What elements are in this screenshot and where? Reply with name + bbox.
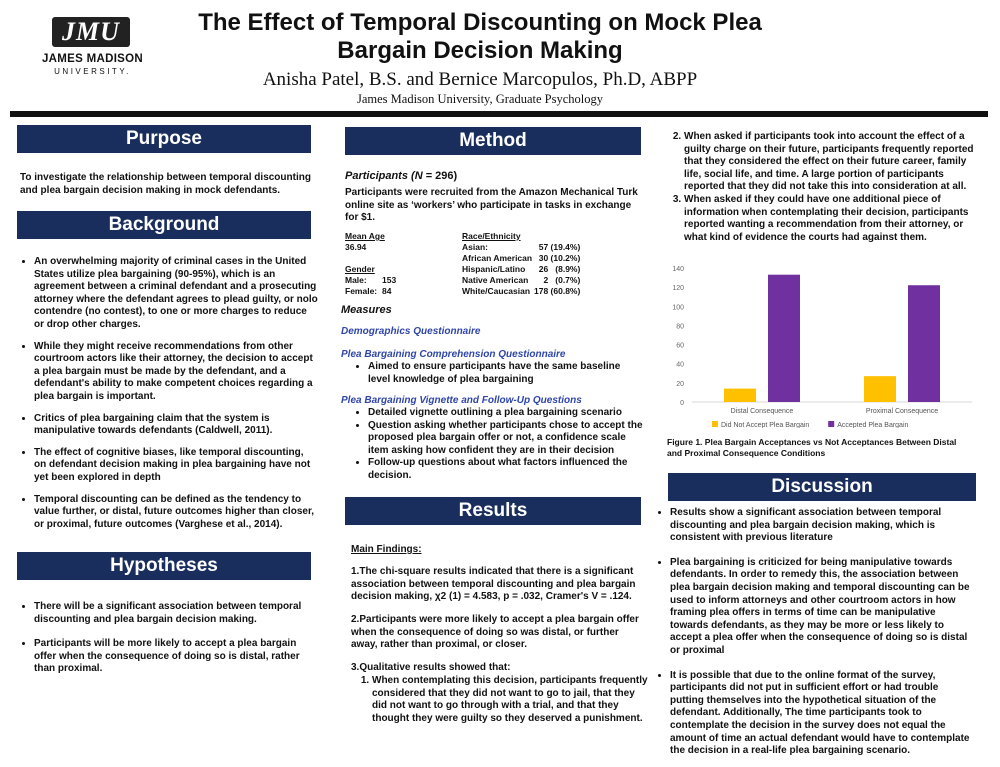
y-tick-label: 100: [672, 304, 684, 312]
qualitative-item: 2. When asked if participants took into account the effect of a guilty charge on their future, participants frequently reported that they considered the effect on their future career, family life, social life, and time. A large portion of participants reported that they did not take this into consideration at all.: [684, 131, 974, 194]
header-divider: [10, 111, 988, 117]
race-row-label: Hispanic/Latino: [462, 264, 526, 274]
x-tick-label: Distal Consequence: [730, 408, 794, 415]
hypothesis-bullet: • There will be a significant association between temporal discounting and plea bargain decision making.: [34, 601, 318, 626]
y-tick-label: 20: [676, 380, 684, 388]
poster-title: [160, 9, 800, 65]
background-heading: Background: [17, 211, 311, 239]
measures-heading: Measures: [341, 304, 392, 316]
title-line-2: Bargain Decision Making: [337, 37, 623, 64]
participants-label: Participants (: [345, 170, 415, 182]
discussion-bullet: • Results show a significant association between temporal discounting and plea bargain decision making, which is consistent with previous literature: [670, 507, 974, 545]
background-bullet: • Critics of plea bargaining claim that the system is manipulative towards defendants (Caldwell, 2011).: [34, 413, 318, 438]
gender-row-label: Male:: [345, 275, 367, 285]
y-tick-label: 60: [676, 342, 684, 350]
legend-label: Accepted Plea Bargain: [837, 422, 909, 428]
legend-swatch: [712, 421, 718, 427]
finding-2: 2.Participants were more likely to accept a plea bargain offer when the consequence of doing so was distal, or further away, rather than proximal, or closer.: [351, 614, 639, 651]
discussion-heading: Discussion: [668, 473, 976, 501]
background-bullet: • The effect of cognitive biases, like temporal discounting, on defendant decision making in plea bargaining have not yet been explored in depth: [34, 447, 318, 485]
logo-name: JAMES MADISON: [41, 53, 144, 65]
participants-heading: [345, 170, 645, 182]
demographics-race: [462, 231, 580, 297]
measure-vignette: Plea Bargaining Vignette and Follow-Up Questions: [341, 395, 582, 406]
method-heading: Method: [345, 127, 641, 155]
race-row-value: 2 (0.7%): [543, 275, 581, 285]
purpose-heading: Purpose: [17, 125, 311, 153]
bar-chart: [660, 258, 980, 428]
hypotheses-list: [20, 601, 318, 685]
main-findings-label: Main Findings:: [351, 544, 422, 555]
participants-count: = 296): [422, 170, 458, 182]
vignette-list: [354, 407, 644, 483]
gender-row-label: Female:: [345, 286, 378, 296]
mean-age-label: Mean Age: [345, 231, 385, 241]
race-row-value: 178 (60.8%): [534, 286, 581, 296]
jmu-logo: JMU: [52, 17, 130, 47]
bar: [768, 275, 800, 402]
background-bullet: • An overwhelming majority of criminal cases in the United States utilize plea bargaining (90-95%), which is an agreement between a criminal defendant and a prosecuting attorney where the defendant agrees to plead guilty, or nolo contendre (no contest), to one or more charges to reduce or drop other charges.: [34, 256, 318, 332]
measure-comprehension: Plea Bargaining Comprehension Questionnaire: [341, 349, 566, 360]
qualitative-item: 3. When asked if they could have one additional piece of information when contemplating their decision, participants reported wanting a recommendation from their attorney, or what kind of evidence the courts had against them.: [684, 194, 974, 244]
qualitative-list-2: [664, 131, 974, 244]
gender-row-value: 84: [382, 286, 392, 296]
affiliation: James Madison University, Graduate Psychology: [356, 92, 604, 106]
results-heading: Results: [345, 497, 641, 525]
race-row-value: 30 (10.2%): [538, 253, 581, 263]
comprehension-list: [354, 361, 644, 386]
title-line-1: The Effect of Temporal Discounting on Mock Plea: [198, 9, 762, 36]
gender-label: Gender: [345, 264, 375, 274]
measure-demographics: Demographics Questionnaire: [341, 326, 481, 337]
participants-n: N: [414, 170, 423, 182]
legend-swatch: [828, 421, 834, 427]
bar: [908, 285, 940, 402]
figure-caption: Figure 1. Plea Bargain Acceptances vs Not Acceptances Between Distal and Proximal Consequence Conditions: [667, 437, 957, 458]
hypotheses-heading: Hypotheses: [17, 552, 311, 580]
logo-university: UNIVERSITY.: [54, 67, 131, 76]
finding-3: 3.Qualitative results showed that:: [351, 662, 511, 673]
y-tick-label: 0: [680, 400, 684, 407]
background-bullet: • Temporal discounting can be defined as the tendency to value further, or distal, future outcomes higher than closer, or proximal, future outcomes (Varghese et al., 2014).: [34, 494, 318, 532]
vignette-bullet: • Follow-up questions about what factors influenced the decision.: [368, 457, 644, 482]
race-label: Race/Ethnicity: [462, 231, 521, 241]
y-tick-label: 80: [676, 323, 684, 331]
participants-text: Participants were recruited from the Amazon Mechanical Turk online site as ‘workers’ who participate in tasks in exchange for $1.: [345, 187, 638, 224]
vignette-bullet: • Detailed vignette outlining a plea bargaining scenario: [368, 407, 644, 420]
authors: Anisha Patel, B.S. and Bernice Marcopulos, Ph.D, ABPP: [262, 69, 698, 90]
race-row-label: African American: [462, 253, 533, 263]
qualitative-item: 1. When contemplating this decision, participants frequently considered that they did not want to go to jail, that they did not want to go through with a trial, and that they thought they were guilty so they deserved a punishment.: [372, 675, 648, 725]
discussion-bullet: • Plea bargaining is criticized for being manipulative towards defendants. In order to remedy this, the association between plea bargain decision making and temporal discounting can be used to inform attorneys and other courtroom actors in how framing plea offers in terms of time can be manipulative towards defendants, as they may be more or less likely to accept a plea offer when the consequence of doing so is distal or proximal: [670, 557, 974, 658]
comprehension-bullet: • Aimed to ensure participants have the same baseline level knowledge of plea bargaining: [368, 361, 644, 386]
demographics-left: [345, 231, 396, 297]
x-tick-label: Proximal Consequence: [865, 408, 939, 415]
race-row-value: 26 (8.9%): [538, 264, 581, 274]
legend-label: Did Not Accept Plea Bargain: [721, 422, 810, 428]
qualitative-list-1: [352, 675, 648, 725]
background-bullet: • While they might receive recommendations from other courtroom actors like their attorney, the decision to accept a plea bargain must be made by the defendant, and a defendant's ability to make competent choices regarding a plea bargain is important.: [34, 341, 318, 404]
y-tick-label: 120: [672, 285, 684, 293]
discussion-bullet: • It is possible that due to the online format of the survey, participants did not put in sufficient effort or had trouble putting themselves into the hypothetical situation of the defendant. Additionally, The time participants took to contemplate the decision in the survey does not equal the amount of time an actual defendant would have to contemplate the decision in a real-life plea bargaining scenario.: [670, 670, 974, 758]
background-list: [20, 256, 318, 540]
race-row-label: Native American: [462, 275, 529, 285]
y-tick-label: 40: [676, 361, 684, 369]
vignette-bullet: • Question asking whether participants chose to accept the proposed plea bargain offer or not, a confidence scale item asking how confident they are in their decision: [368, 420, 644, 458]
bar: [724, 389, 756, 402]
race-row-label: Asian:: [462, 242, 488, 252]
finding-1: 1.The chi-square results indicated that there is a significant association between temporal discounting and plea bargain decision making, χ2 (1) = 4.583, p = .032, Cramer's V = .124.: [351, 566, 636, 603]
y-tick-label: 140: [672, 266, 684, 273]
race-row-label: White/Caucasian: [462, 286, 531, 296]
mean-age-value: 36.94: [345, 242, 367, 252]
purpose-text: To investigate the relationship between temporal discounting and plea bargain decision making in mock defendants.: [20, 172, 311, 196]
discussion-list: [656, 507, 974, 767]
race-row-value: 57 (19.4%): [538, 242, 581, 252]
gender-row-value: 153: [382, 275, 397, 285]
hypothesis-bullet: • Participants will be more likely to accept a plea bargain offer when the consequence of doing so is distal, rather than proximal.: [34, 638, 318, 676]
bar: [864, 376, 896, 402]
